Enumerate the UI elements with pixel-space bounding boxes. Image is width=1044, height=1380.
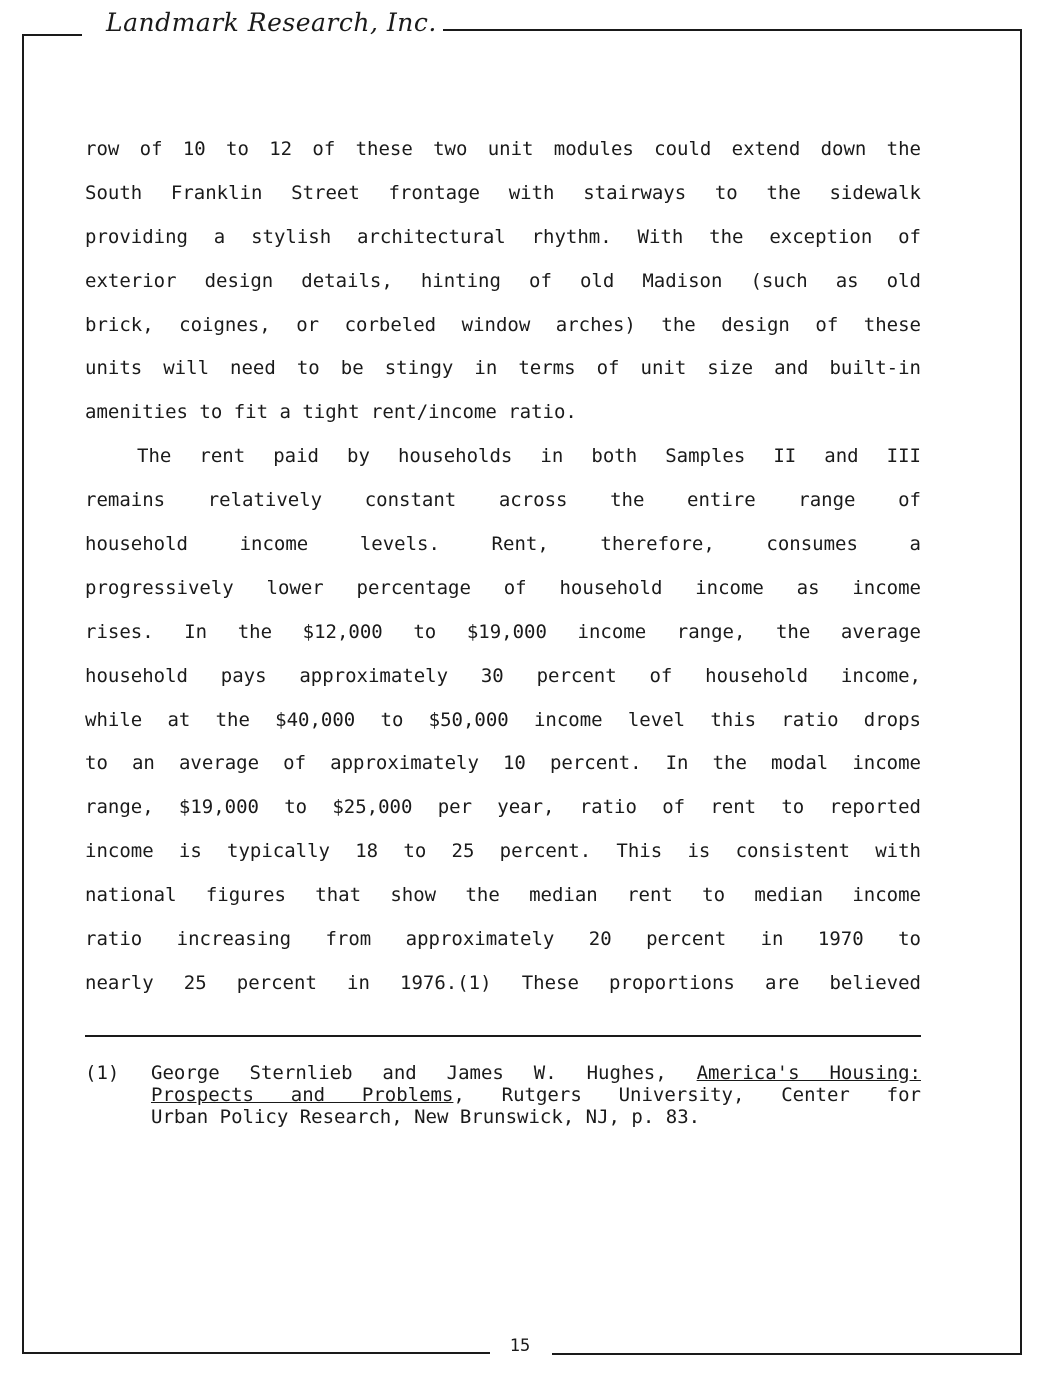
footnote-body — [151, 1062, 921, 1128]
footnote-line-1 — [151, 1062, 921, 1084]
frame-top-right-rule — [368, 29, 1022, 31]
body-line: rises. In the $12,000 to $19,000 income range, the average — [85, 620, 921, 643]
body-line: nearly 25 percent in 1976.(1) These proportions are believed — [85, 971, 921, 994]
body-line: exterior design details, hinting of old Madison (such as old — [85, 269, 921, 292]
body-line: household pays approximately 30 percent of household income, — [85, 664, 921, 687]
body-line: income is typically 18 to 25 percent. This is consistent with — [85, 840, 921, 863]
footnote-title-part2: Prospects and Problems — [151, 1084, 454, 1106]
footnote-publisher: , Rutgers University, Center for — [453, 1084, 921, 1106]
body-line: South Franklin Street frontage with stairways to the sidewalk — [85, 181, 921, 204]
footnote-title-part1: America's Housing: — [696, 1062, 921, 1084]
footnote-marker: (1) — [85, 1062, 120, 1084]
body-line: range, $19,000 to $25,000 per year, ratio of rent to reported — [85, 796, 921, 819]
body-line: row of 10 to 12 of these two unit modules could extend down the — [85, 138, 921, 160]
page-number: 15 — [490, 1336, 550, 1356]
body-line: progressively lower percentage of household income as income — [85, 576, 921, 599]
body-line: ratio increasing from approximately 20 percent in 1970 to — [85, 928, 921, 951]
frame-bottom-right-rule — [552, 1353, 1022, 1355]
footnote — [85, 1062, 921, 1128]
body-line: household income levels. Rent, therefore, consumes a — [85, 533, 921, 556]
frame-bottom-left-rule — [22, 1352, 498, 1354]
body-text — [85, 128, 921, 1006]
footnote-separator — [85, 1035, 921, 1037]
footnote-line-3: Urban Policy Research, New Brunswick, NJ, p. 83. — [151, 1106, 701, 1128]
body-line: providing a stylish architectural rhythm. With the exception of — [85, 225, 921, 248]
body-line: while at the $40,000 to $50,000 income level this ratio drops — [85, 708, 921, 731]
company-logo: Landmark Research, Inc. — [100, 8, 443, 37]
footnote-line-2 — [151, 1084, 921, 1106]
body-line: amenities to fit a tight rent/income ratio. — [85, 401, 577, 424]
frame-left-rule — [22, 34, 24, 1354]
body-line: brick, coignes, or corbeled window arches) the design of these — [85, 313, 921, 336]
frame-top-left-rule — [22, 34, 82, 36]
body-line: units will need to be stingy in terms of unit size and built-in — [85, 357, 921, 380]
body-line: remains relatively constant across the entire range of — [85, 489, 921, 512]
frame-right-rule — [1020, 29, 1022, 1355]
body-line: national figures that show the median rent to median income — [85, 884, 921, 907]
body-line: The rent paid by households in both Samples II and III — [137, 445, 921, 468]
footnote-authors: George Sternlieb and James W. Hughes, — [151, 1062, 667, 1084]
body-line: to an average of approximately 10 percent. In the modal income — [85, 752, 921, 775]
